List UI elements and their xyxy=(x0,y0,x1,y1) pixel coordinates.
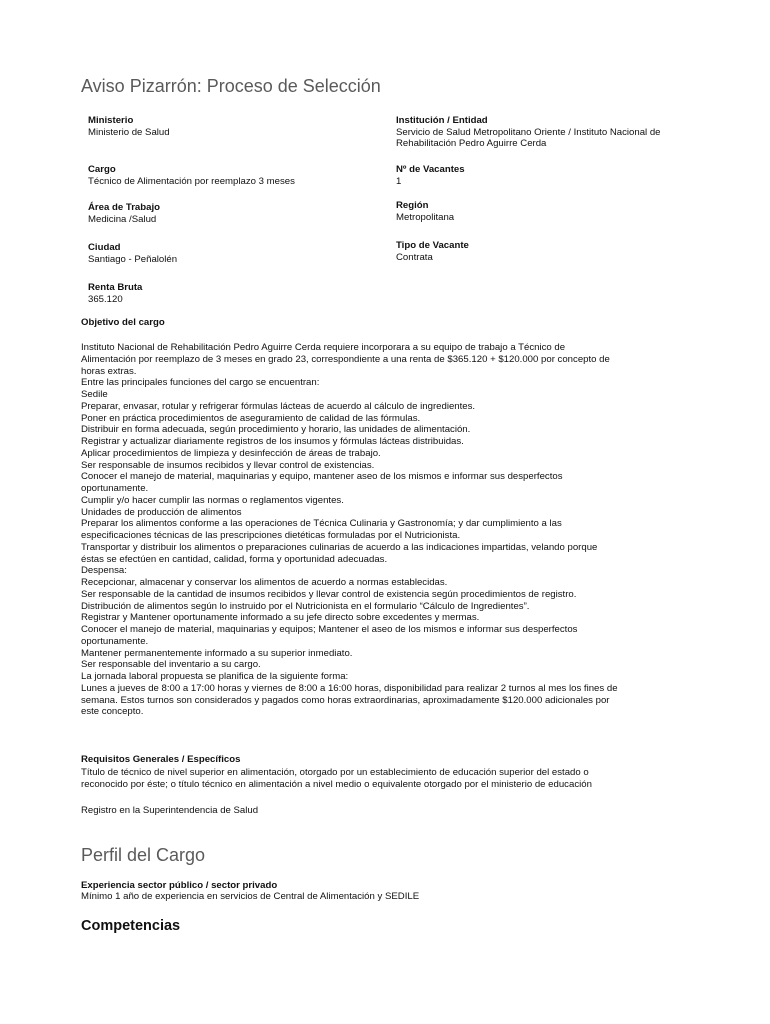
text-line: Ser responsable de insumos recibidos y llevar control de existencias. xyxy=(81,459,375,471)
field-label: Ministerio xyxy=(88,115,134,126)
text-line: Lunes a jueves de 8:00 a 17:00 horas y viernes de 8:00 a 16:00 horas, disponibilidad para realizar 2 turnos al mes los fines de xyxy=(81,682,618,694)
experiencia-value: Mínimo 1 año de experiencia en servicios de Central de Alimentación y SEDILE xyxy=(81,891,420,902)
text-line: Aplicar procedimientos de limpieza y desinfección de áreas de trabajo. xyxy=(81,447,381,459)
competencias-title: Competencias xyxy=(81,918,181,934)
field-ministerio xyxy=(88,115,170,138)
field-value: 1 xyxy=(396,175,402,187)
text-line: Instituto Nacional de Rehabilitación Pedro Aguirre Cerda requiere incorporara a su equipo de trabajo a Técnico de xyxy=(81,342,566,353)
field-label: Región xyxy=(396,200,429,211)
field-label: Renta Bruta xyxy=(88,282,143,293)
field-value: Técnico de Alimentación por reemplazo 3 meses xyxy=(88,175,295,187)
requisitos-extra: Registro en la Superintendencia de Salud xyxy=(81,805,259,816)
text-line: Registrar y actualizar diariamente registros de los insumos y fórmulas lácteas distribuidas. xyxy=(81,436,464,447)
text-line: Conocer el manejo de material, maquinarias y equipo, mantener aseo de los mismos e informar sus desperfectos xyxy=(81,471,563,483)
text-line: Mantener permanentemente informado a su superior inmediato. xyxy=(81,647,353,659)
page-title: Aviso Pizarrón: Proceso de Selección xyxy=(81,76,381,96)
text-line: Despensa: xyxy=(81,565,127,577)
text-line: Título de técnico de nivel superior en alimentación, otorgado por un establecimiento de educación superior del estado o xyxy=(81,767,589,778)
text-line: Preparar los alimentos conforme a las operaciones de Técnica Culinaria y Gastronomía; y dar cumplimiento a las xyxy=(81,518,562,530)
field-value: Contrata xyxy=(396,251,433,263)
text-line: Registrar y Mantener oportunamente informado a su jefe directo sobre excedentes y mermas. xyxy=(81,612,480,624)
field-value-line: Servicio de Salud Metropolitano Oriente / Instituto Nacional de xyxy=(396,126,661,138)
text-line: Sedile xyxy=(81,389,108,400)
field-value: Medicina /Salud xyxy=(88,213,157,225)
text-line: Cumplir y/o hacer cumplir las normas o reglamentos vigentes. xyxy=(81,494,344,506)
text-line: La jornada laboral propuesta se planifica de la siguiente forma: xyxy=(81,671,349,682)
text-line: Unidades de producción de alimentos xyxy=(81,506,242,518)
text-line: oportunamente. xyxy=(81,635,149,647)
text-line: Recepcionar, almacenar y conservar los alimentos de acuerdo a normas establecidas. xyxy=(81,577,448,588)
text-line: Alimentación por reemplazo de 3 meses en grado 23, correspondiente a una renta de $365.120 + $120.000 por concepto de xyxy=(81,353,610,365)
text-line: Poner en práctica procedimientos de aseguramiento de calidad de las fórmulas. xyxy=(81,412,421,424)
field-area xyxy=(88,202,160,225)
field-value: 365.120 xyxy=(88,293,123,305)
field-value: Metropolitana xyxy=(396,211,455,223)
field-institucion xyxy=(396,115,696,150)
text-line: especificaciones técnicas de las prescripciones dietéticas formuladas por el Nutricionista. xyxy=(81,530,461,541)
text-line: Ser responsable de la cantidad de insumos recibidos y llevar control de existencia según procedimientos de registro. xyxy=(81,588,577,600)
text-line: oportunamente. xyxy=(81,483,149,494)
field-value-line: Rehabilitación Pedro Aguirre Cerda xyxy=(396,138,547,149)
requisitos-label: Requisitos Generales / Específicos xyxy=(81,754,241,765)
text-line: éstas se efectúen en cantidad, calidad, forma y oportunidad adecuadas. xyxy=(81,553,388,565)
field-region xyxy=(396,200,696,223)
text-line: Ser responsable del inventario a su cargo. xyxy=(81,659,261,671)
text-line: Distribución de alimentos según lo instruido por el Nutricionista en el formulario “Cálculo de Ingredientes”. xyxy=(81,600,530,612)
text-line: Preparar, envasar, rotular y refrigerar fórmulas lácteas de acuerdo al cálculo de ingredientes. xyxy=(81,400,476,412)
field-tipo-vacante xyxy=(396,240,696,263)
objetivo-label: Objetivo del cargo xyxy=(81,317,165,328)
text-line: Distribuir en forma adecuada, según procedimiento y horario, las unidades de alimentación. xyxy=(81,424,471,436)
field-ciudad xyxy=(88,242,177,265)
field-label: Cargo xyxy=(88,164,116,175)
field-label: Tipo de Vacante xyxy=(396,240,469,251)
field-label: Área de Trabajo xyxy=(88,202,160,213)
field-renta xyxy=(88,282,142,305)
text-line: reconocido por éste; o título técnico en alimentación a nivel medio o equivalente otorgado por el ministerio de educación xyxy=(81,778,592,790)
field-cargo xyxy=(88,164,295,187)
text-line: horas extras. xyxy=(81,365,137,377)
field-value: Santiago - Peñalolén xyxy=(88,253,178,265)
text-line: semana. Estos turnos son considerados y pagados como horas extraordinarias, aproximadamente $120.000 adicionales por xyxy=(81,694,610,706)
text-line: Entre las principales funciones del cargo se encuentran: xyxy=(81,377,320,389)
experiencia-label: Experiencia sector público / sector privado xyxy=(81,880,278,891)
text-line: Transportar y distribuir los alimentos o preparaciones culinarias de acuerdo a las indicaciones impartidas, velando porque xyxy=(81,541,598,553)
text-line: este concepto. xyxy=(81,706,144,718)
field-vacantes xyxy=(396,164,696,187)
objetivo-text xyxy=(81,342,691,718)
field-label: Ciudad xyxy=(88,242,121,253)
field-label: Institución / Entidad xyxy=(396,115,488,126)
field-value: Ministerio de Salud xyxy=(88,126,170,138)
perfil-title: Perfil del Cargo xyxy=(81,845,206,865)
requisitos-text xyxy=(81,767,691,791)
field-label: Nº de Vacantes xyxy=(396,164,465,175)
text-line: Conocer el manejo de material, maquinarias y equipos; Mantener el aseo de los mismos e informar sus desperfectos xyxy=(81,624,578,635)
